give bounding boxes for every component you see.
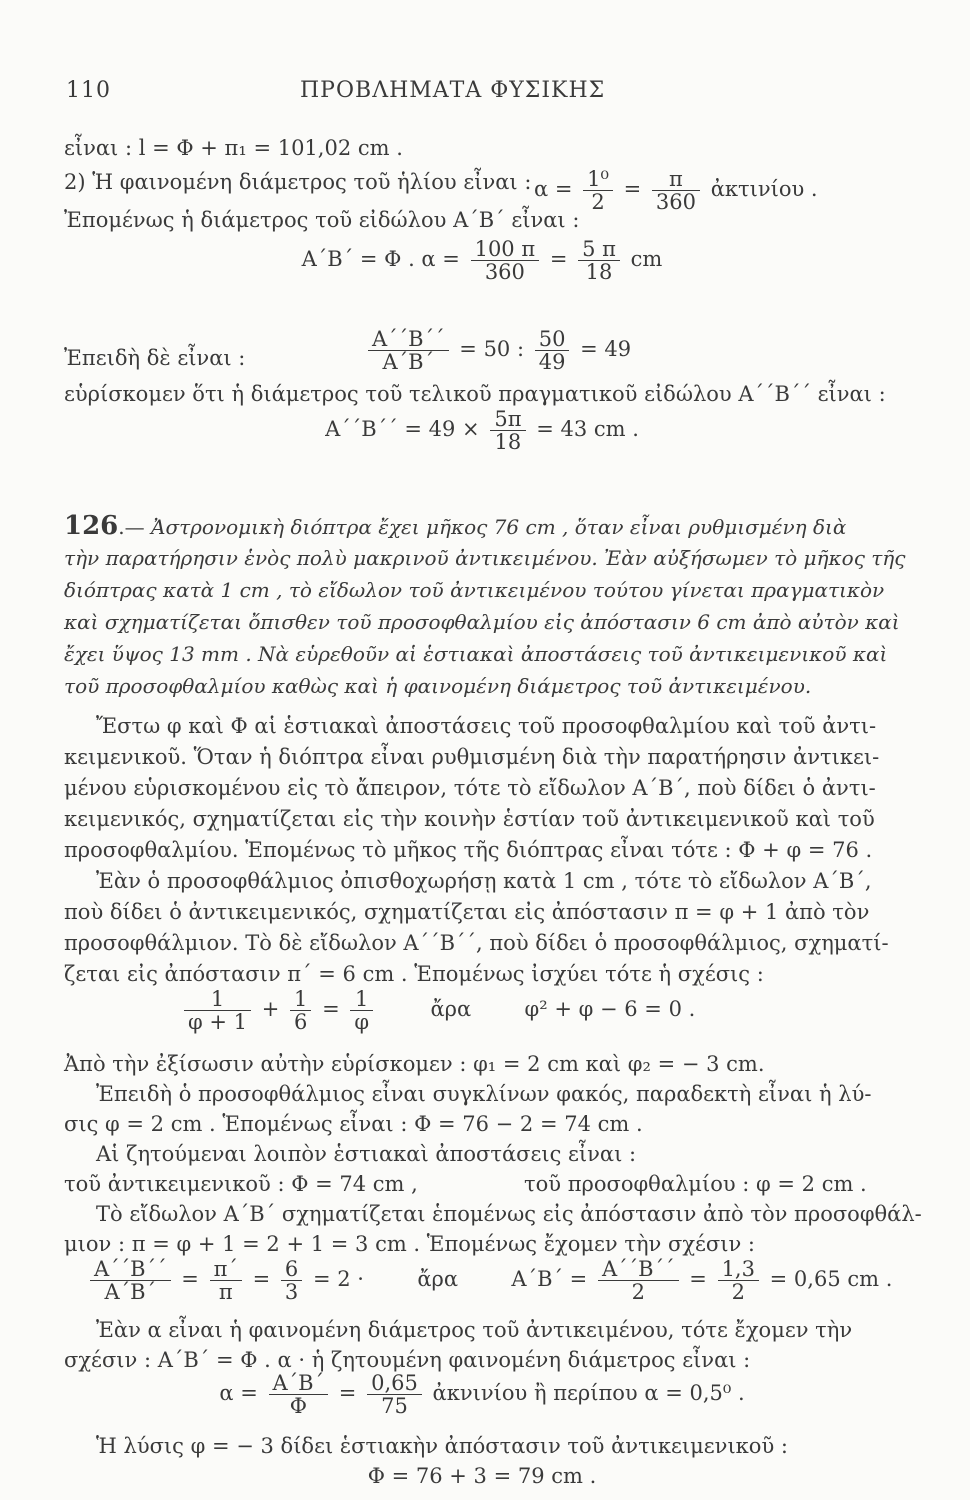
- denominator: Φ: [289, 1394, 307, 1418]
- solution-line: Ἐπειδὴ ὁ προσοφθάλμιος εἶναι συγκλίνων φακός, παραδεκτὴ εἶναι ἡ λύ-: [96, 1082, 872, 1106]
- solution-line: Ἔστω φ καὶ Φ αἱ ἑστιακαὶ ἀποστάσεις τοῦ προσοφθαλμίου καὶ τοῦ ἀντι-: [96, 714, 877, 738]
- denominator: φ: [354, 1010, 370, 1034]
- text-span: 2) Ἡ φαινομένη διάμετρος τοῦ ἡλίου εἶναι :: [64, 170, 532, 194]
- fraction: [535, 328, 570, 373]
- numerator: 1: [290, 988, 311, 1011]
- fraction: [350, 988, 373, 1033]
- equals-sign: =: [181, 1267, 199, 1291]
- denominator: 6: [294, 1010, 308, 1034]
- text-span: Α΄Β΄ =: [511, 1267, 588, 1291]
- fraction: [90, 1258, 171, 1303]
- fraction: [578, 238, 620, 283]
- text-span: = 2 ·: [312, 1267, 364, 1291]
- fraction: [368, 328, 449, 373]
- text-span: τοῦ προσοφθαλμίου : φ = 2 cm .: [524, 1172, 867, 1196]
- denominator: 360: [655, 190, 696, 214]
- solution-line: ζεται εἰς ἀπόστασιν π΄ = 6 cm . Ἑπομένως ἰσχύει τότε ἡ σχέσις :: [64, 962, 764, 986]
- numerator: 1,3: [718, 1258, 759, 1281]
- equals-sign: =: [322, 997, 340, 1021]
- fraction: [184, 988, 251, 1033]
- denominator: 75: [381, 1394, 408, 1418]
- numerator: 1: [184, 988, 251, 1011]
- fraction: [269, 1372, 329, 1417]
- solution-line: Ἐὰν α εἶναι ἡ φαινομένη διάμετρος τοῦ ἀντικειμένου, τότε ἔχομεν τὴν: [96, 1318, 853, 1342]
- solution-line: μένου εὑρισκομένου εἰς τὸ ἄπειρον, τότε τὸ εἴδωλον Α΄Β΄, ποὺ δίδει ὁ ἀντι-: [64, 776, 876, 800]
- eq-lhs: Α΄΄Β΄΄ = 49 ×: [325, 417, 480, 441]
- numerator: 6: [281, 1258, 302, 1281]
- problem-statement-line: τὴν παρατήρησιν ἑνὸς πολὺ μακρινοῦ ἀντικειμένου. Ἐὰν αὐξήσωμεν τὸ μῆκος τῆς: [64, 546, 906, 570]
- denominator: 2: [731, 1280, 745, 1304]
- denominator: φ + 1: [188, 1010, 248, 1034]
- text-span: ἄρα: [417, 1267, 459, 1291]
- problem-statement-line: ἔχει ὕψος 13 mm . Νὰ εὑρεθοῦν αἱ ἑστιακαὶ ἀποστάσεις τοῦ ἀντικειμενικοῦ καὶ: [64, 642, 888, 666]
- fraction: [281, 1258, 302, 1303]
- plus-sign: +: [261, 997, 280, 1021]
- eq-rhs: = 43 cm .: [536, 417, 639, 441]
- problem-statement-line: [64, 512, 900, 541]
- solution-line: Ἐὰν ὁ προσοφθάλμιος ὀπισθοχωρήσῃ κατὰ 1 cm , τότε τὸ εἴδωλον Α΄Β΄,: [96, 869, 872, 893]
- problem-dash: .—: [118, 515, 145, 539]
- solution-line: σις φ = 2 cm . Ἑπομένως εἶναι : Φ = 76 − 2 = 74 cm .: [64, 1112, 643, 1136]
- equals-sign: =: [338, 1381, 357, 1405]
- fraction: [598, 1258, 679, 1303]
- solution-line: [64, 1170, 900, 1198]
- fraction: [290, 988, 311, 1033]
- solution-line: μιον : π = φ + 1 = 2 + 1 = 3 cm . Ἑπομένως ἔχομεν τὴν σχέσιν :: [64, 1232, 756, 1256]
- solution-line: ποὺ δίδει ὁ ἀντικειμενικός, σχηματίζεται εἰς ἀπόστασιν π = φ + 1 ἀπὸ τὸν: [64, 900, 870, 924]
- quadratic-equation: φ² + φ − 6 = 0 .: [524, 997, 696, 1021]
- solution-line: Τὸ εἴδωλον Α΄Β΄ σχηματίζεται ἑπομένως εἰς ἀπόστασιν ἀπὸ τὸν προσοφθάλ-: [96, 1202, 922, 1226]
- numerator: 1⁰: [583, 168, 613, 191]
- denominator: 49: [538, 350, 566, 374]
- equation-line: [86, 1258, 900, 1303]
- unit-text: ἀκτινίου .: [710, 177, 818, 201]
- solution-line: Φ = 76 + 3 = 79 cm .: [367, 1464, 597, 1488]
- denominator: 2: [631, 1280, 645, 1304]
- numerator: 0,65: [367, 1372, 422, 1395]
- eq-rhs: = 49: [580, 337, 632, 361]
- numerator: Α΄Β΄: [269, 1372, 329, 1395]
- eq-lhs: Α΄Β΄ = Φ . α =: [301, 247, 460, 271]
- fraction: [471, 238, 540, 283]
- equals-sign: =: [689, 1267, 707, 1291]
- denominator: 3: [284, 1280, 299, 1304]
- equation-line: [64, 1372, 900, 1417]
- fraction: [718, 1258, 759, 1303]
- numerator: 100 π: [471, 238, 540, 261]
- denominator: π: [218, 1280, 233, 1304]
- text-line: Ἐπομένως ἡ διάμετρος τοῦ εἰδώλου Α΄Β΄ εἶναι :: [64, 208, 580, 232]
- denominator: 18: [494, 430, 522, 454]
- numerator: 5 π: [578, 238, 620, 261]
- equals-sign: =: [252, 1267, 271, 1291]
- fraction: [210, 1258, 242, 1303]
- text-span: Ἐπειδὴ δὲ εἶναι :: [64, 346, 246, 370]
- eq-lhs: α =: [534, 177, 573, 201]
- equation: [364, 328, 631, 373]
- numerator: 1: [350, 988, 373, 1011]
- text-line: εὑρίσκομεν ὅτι ἡ διάμετρος τοῦ τελικοῦ πραγματικοῦ εἰδώλου Α΄΄Β΄΄ εἶναι :: [64, 382, 886, 406]
- unit-text: cm: [630, 247, 663, 271]
- solution-line: Ἡ λύσις φ = − 3 δίδει ἑστιακὴν ἀπόστασιν τοῦ ἀντικειμενικοῦ :: [96, 1434, 788, 1458]
- page-number: 110: [66, 78, 111, 103]
- solution-line: κειμενικοῦ. Ὅταν ἡ διόπτρα εἶναι ρυθμισμένη διὰ τὴν παρατήρησιν ἀντικει-: [64, 745, 880, 769]
- text-span: = 0,65 cm .: [769, 1267, 893, 1291]
- numerator: π΄: [210, 1258, 242, 1281]
- text-span: ἄρα: [430, 997, 472, 1021]
- solution-line: σχέσιν : Α΄Β΄ = Φ . α · ἡ ζητουμένη φαινομένη διάμετρος εἶναι :: [64, 1348, 751, 1372]
- problem-statement-line: τοῦ προσοφθαλμίου καθὼς καὶ ἡ φαινομένη διάμετρος τοῦ ἀντικειμένου.: [64, 674, 812, 698]
- solution-line: κειμενικός, σχηματίζεται εἰς τὴν κοινὴν ἑστίαν τοῦ ἀντικειμενικοῦ καὶ τοῦ: [64, 807, 875, 831]
- denominator: 360: [484, 260, 525, 284]
- fraction: [367, 1372, 422, 1417]
- fraction: [490, 408, 525, 453]
- text-span: Ἀστρονομικὴ διόπτρα ἔχει μῆκος 76 cm , ὅταν εἶναι ρυθμισμένη διὰ: [151, 515, 847, 539]
- text-span: ἀκνινίου ἢ περίπου α = 0,5⁰ .: [432, 1381, 745, 1405]
- solution-line: προσοφθαλμίου. Ἑπομένως τὸ μῆκος τῆς διόπτρας εἶναι τότε : Φ + φ = 76 .: [64, 838, 873, 862]
- equation-line: [64, 328, 900, 376]
- eq-lhs: α =: [219, 1381, 258, 1405]
- problem-number: 126: [64, 511, 119, 541]
- denominator: Α΄Β΄: [382, 350, 435, 374]
- problem-statement-line: καὶ σχηματίζεται ὄπισθεν τοῦ προσοφθαλμίου εἰς ἀπόστασιν 6 cm ἀπὸ αὐτὸν καὶ: [64, 610, 900, 634]
- numerator: 50: [535, 328, 570, 351]
- numerator: π: [652, 168, 700, 191]
- equals-sign: =: [623, 177, 642, 201]
- equation-line: [64, 408, 900, 453]
- denominator: 2: [591, 190, 605, 214]
- denominator: Α΄Β΄: [104, 1280, 157, 1304]
- denominator: 18: [585, 260, 613, 284]
- numerator: 5π: [490, 408, 525, 431]
- running-title: ΠΡΟΒΛΗΜΑΤΑ ΦΥΣΙΚΗΣ: [300, 78, 606, 103]
- text-span: τοῦ ἀντικειμενικοῦ : Φ = 74 cm ,: [64, 1172, 418, 1196]
- numerator: Α΄΄Β΄΄: [90, 1258, 171, 1281]
- equation-line: [64, 238, 900, 283]
- equation-line: [180, 988, 900, 1033]
- solution-line: Ἀπὸ τὴν ἐξίσωσιν αὐτὴν εὑρίσκομεν : φ₁ = 2 cm καὶ φ₂ = − 3 cm.: [64, 1052, 765, 1076]
- numerator: Α΄΄Β΄΄: [368, 328, 449, 351]
- equals-sign: =: [549, 247, 568, 271]
- text-line: [64, 167, 900, 214]
- solution-line: Αἱ ζητούμεναι λοιπὸν ἑστιακαὶ ἀποστάσεις εἶναι :: [96, 1142, 637, 1166]
- eq-middle: = 50 :: [459, 337, 525, 361]
- solution-line: προσοφθάλμιον. Τὸ δὲ εἴδωλον Α΄΄Β΄΄, ποὺ δίδει ὁ προσοφθάλμιος, σχηματί-: [64, 931, 889, 955]
- text-line: εἶναι : l = Φ + π₁ = 101,02 cm .: [64, 136, 403, 160]
- numerator: Α΄΄Β΄΄: [598, 1258, 679, 1281]
- problem-statement-line: διόπτρας κατὰ 1 cm , τὸ εἴδωλον τοῦ ἀντικειμένου τούτου γίνεται πραγματικὸν: [64, 578, 885, 602]
